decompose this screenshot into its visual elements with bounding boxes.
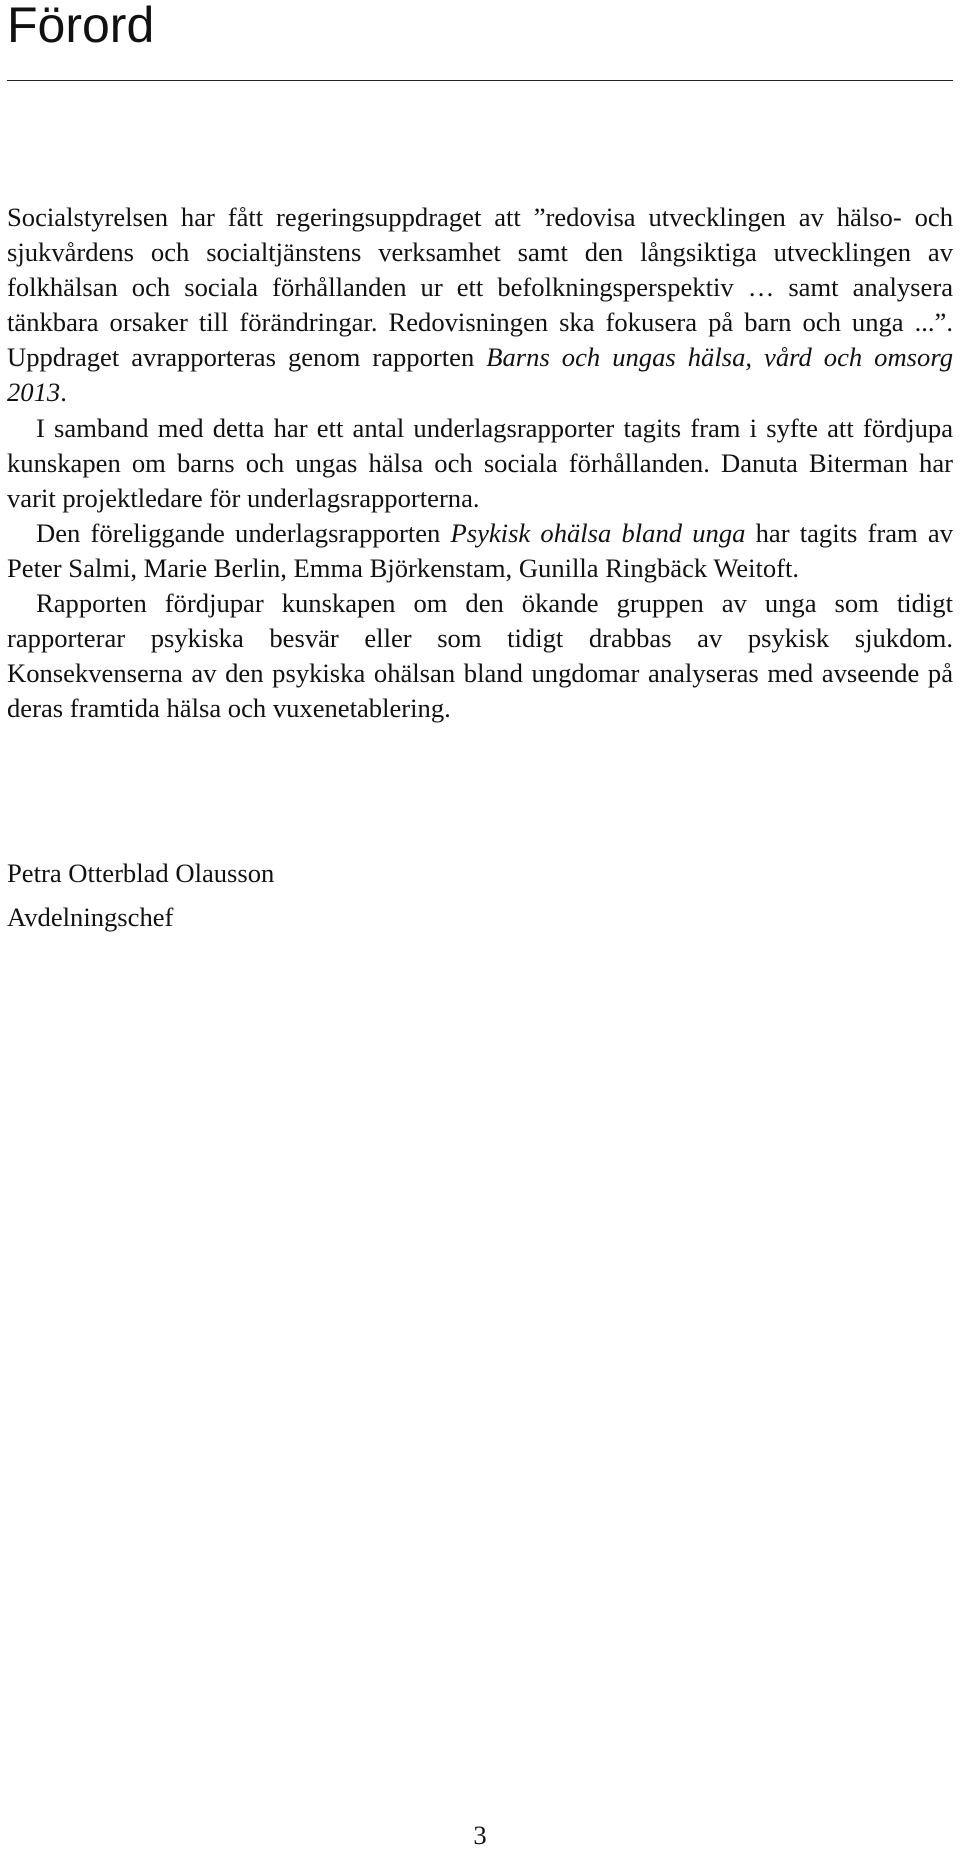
text-run: Socialstyrelsen har fått regeringsuppdraget att ”redovisa utvecklingen av hälso- och sjukvårdens och socialtjänstens verksamhet samt den långsiktiga utvecklingen av folkhälsan och sociala förhållanden ur ett befolkningsperspektiv … samt analysera tänkbara orsaker till förändringar. Redovisningen ska fokusera på barn och unga ...”. Uppdraget avrapporteras genom rapporten bbox=[7, 202, 953, 373]
text-run: Rapporten fördjupar kunskapen om den ökande gruppen av unga som tidigt rapporterar psykiska besvär eller som tidigt drabbas av psykisk sjukdom. Konsekvenserna av den psykiska ohälsan bland ungdomar analyseras med avseende på deras framtida hälsa och vuxenetablering. bbox=[7, 588, 953, 724]
paragraph-2 bbox=[7, 411, 953, 516]
signature-name: Petra Otterblad Olausson bbox=[7, 858, 275, 888]
text-run: Den föreliggande underlagsrapporten bbox=[36, 517, 451, 548]
paragraph-4 bbox=[7, 586, 953, 726]
signature-block bbox=[7, 851, 274, 939]
page-heading: Förord bbox=[7, 0, 155, 53]
text-run: har tagits fram av Peter Salmi, Marie Berlin, Emma Björkenstam, Gunilla Ringbäck Weitoft. bbox=[7, 517, 953, 583]
italic-text-run: Barns och ungas hälsa, vård och omsorg 2013 bbox=[7, 342, 953, 408]
signature-title: Avdelningschef bbox=[7, 902, 174, 932]
paragraph-1 bbox=[7, 200, 953, 411]
text-run: . bbox=[60, 377, 67, 408]
paragraph-3 bbox=[7, 516, 953, 586]
heading-divider bbox=[7, 80, 953, 81]
text-run: I samband med detta har ett antal underlagsrapporter tagits fram i syfte att fördjupa kunskapen om barns och ungas hälsa och sociala förhållanden. Danuta Biterman har varit projektledare för underlagsrapporterna. bbox=[7, 412, 953, 513]
foreword-body bbox=[7, 200, 953, 726]
page-number: 3 bbox=[473, 1820, 487, 1850]
italic-text-run: Psykisk ohälsa bland unga bbox=[450, 517, 746, 548]
